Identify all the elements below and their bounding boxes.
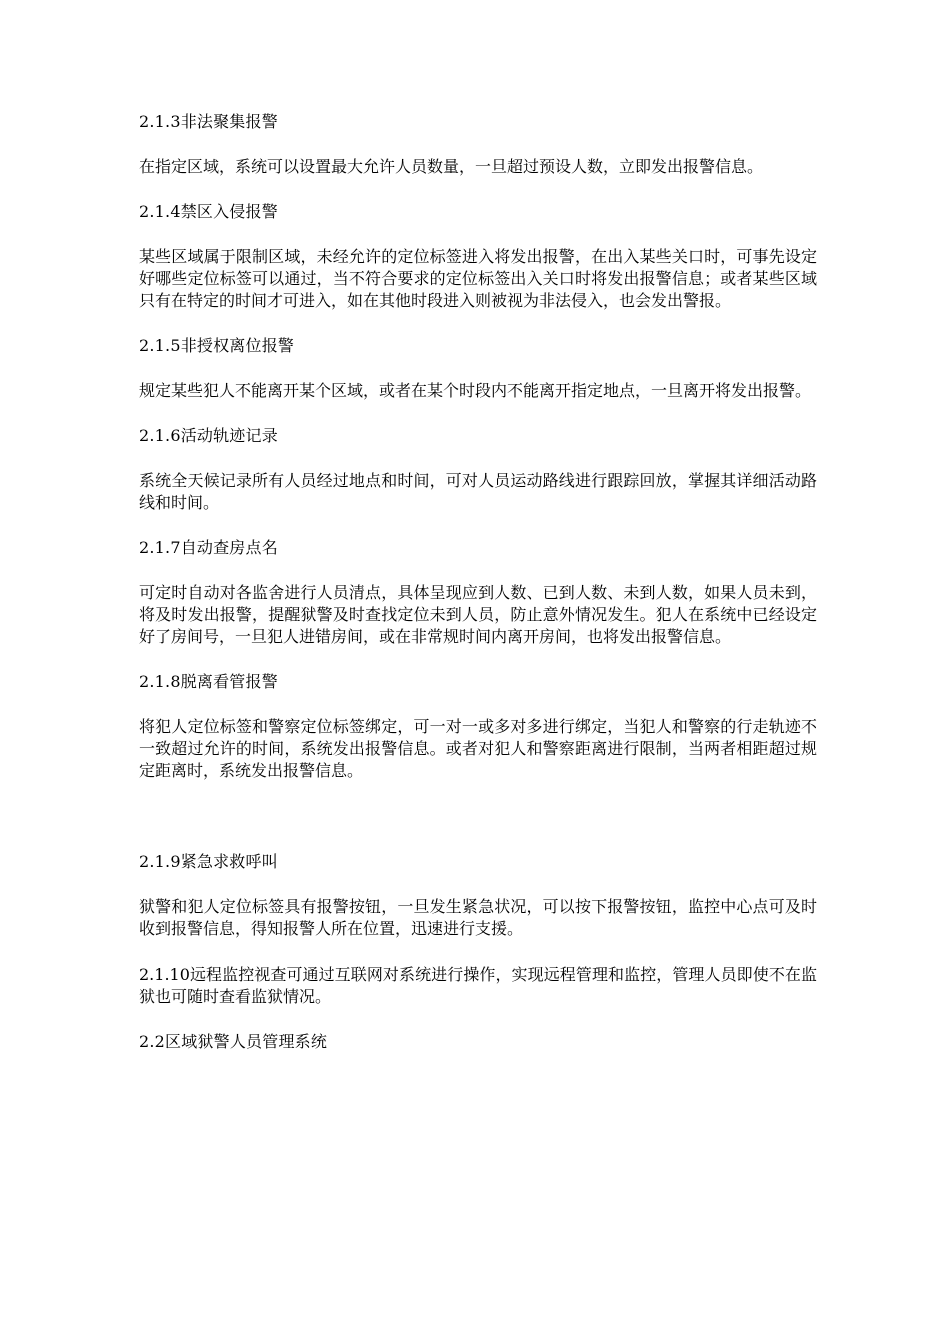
section-body-2-1-3: 在指定区域，系统可以设置最大允许人员数量，一旦超过预设人数，立即发出报警信息。 <box>139 157 764 176</box>
section-body-2-1-6: 系统全天候记录所有人员经过地点和时间，可对人员运动路线进行跟踪回放，掌握其详细活动路线和时间。 <box>139 471 817 512</box>
section-heading-2-2: 2.2区域狱警人员管理系统 <box>139 1032 328 1051</box>
document-page <box>139 112 817 1052</box>
section-heading-2-1-4: 2.1.4禁区入侵报警 <box>139 202 278 221</box>
section-body-2-1-9: 狱警和犯人定位标签具有报警按钮，一旦发生紧急状况，可以按下报警按钮，监控中心点可及时收到报警信息，得知报警人所在位置，迅速进行支援。 <box>139 897 817 938</box>
section-heading-2-1-7: 2.1.7自动查房点名 <box>139 538 278 557</box>
section-body-2-1-10: 2.1.10远程监控视查可通过互联网对系统进行操作，实现远程管理和监控，管理人员即使不在监狱也可随时查看监狱情况。 <box>139 965 817 1006</box>
section-body-2-1-5: 规定某些犯人不能离开某个区域，或者在某个时段内不能离开指定地点，一旦离开将发出报警。 <box>139 381 812 400</box>
section-body-2-1-7: 可定时自动对各监舍进行人员清点，具体呈现应到人数、已到人数、未到人数，如果人员未到，将及时发出报警，提醒狱警及时查找定位未到人员，防止意外情况发生。犯人在系统中已经设定好了房间号，一旦犯人进错房间，或在非常规时间内离开房间，也将发出报警信息。 <box>139 583 817 646</box>
section-heading-2-1-3: 2.1.3非法聚集报警 <box>139 112 278 131</box>
section-heading-2-1-6: 2.1.6活动轨迹记录 <box>139 426 278 445</box>
section-body-2-1-8: 将犯人定位标签和警察定位标签绑定，可一对一或多对多进行绑定，当犯人和警察的行走轨迹不一致超过允许的时间，系统发出报警信息。或者对犯人和警察距离进行限制，当两者相距超过规定距离时，系统发出报警信息。 <box>139 717 817 780</box>
section-heading-2-1-8: 2.1.8脱离看管报警 <box>139 672 278 691</box>
section-heading-2-1-5: 2.1.5非授权离位报警 <box>139 336 295 355</box>
section-heading-2-1-9: 2.1.9紧急求救呼叫 <box>139 852 278 871</box>
section-body-2-1-4: 某些区域属于限制区域，未经允许的定位标签进入将发出报警，在出入某些关口时，可事先设定好哪些定位标签可以通过，当不符合要求的定位标签出入关口时将发出报警信息；或者某些区域只有在特定的时间才可进入，如在其他时段进入则被视为非法侵入，也会发出警报。 <box>139 247 817 310</box>
